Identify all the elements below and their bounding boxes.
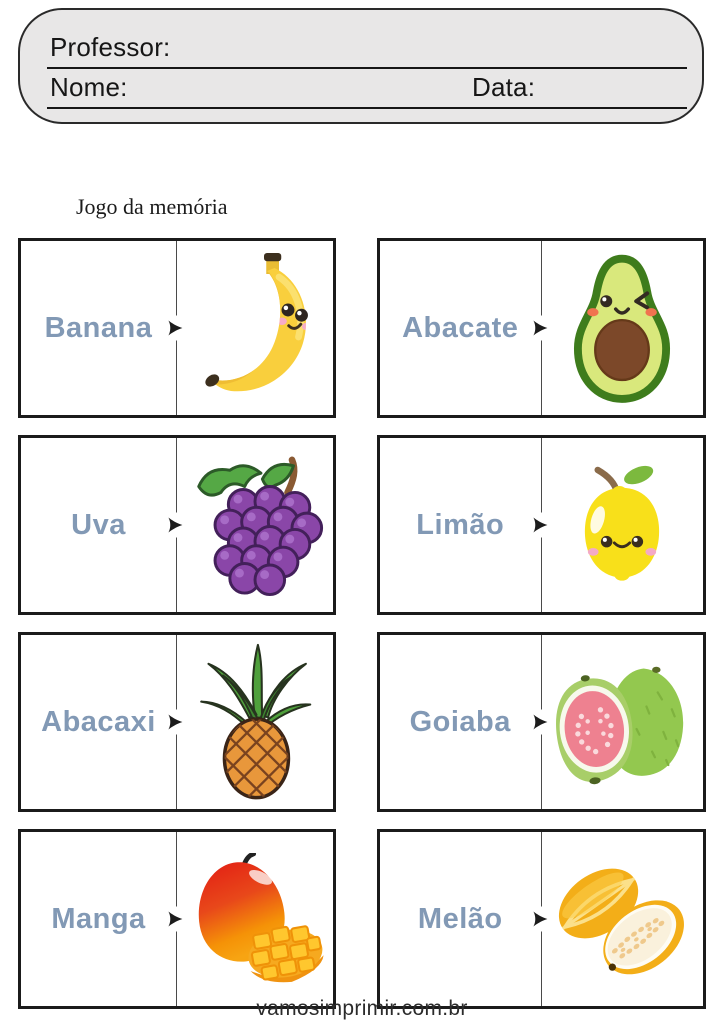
card-word: Manga: [51, 902, 146, 935]
memory-card-abacate: [377, 238, 706, 418]
arrow-right-icon: [165, 513, 185, 538]
arrow-right-icon: [165, 316, 185, 341]
card-word: Limão: [416, 508, 505, 541]
card-word: Abacaxi: [41, 705, 156, 738]
card-word-cell: [21, 241, 177, 415]
card-image-cell: [177, 635, 333, 809]
card-image-cell: [542, 635, 704, 809]
memory-card-limao: [377, 435, 706, 615]
card-word: Uva: [71, 508, 126, 541]
header-name-box: [18, 8, 704, 124]
professor-label: Professor:: [50, 32, 171, 62]
card-image-cell: [542, 241, 704, 415]
memory-card-manga: [18, 829, 336, 1009]
card-word-cell: [21, 438, 177, 612]
card-image-cell: [542, 438, 704, 612]
card-word-cell: [380, 241, 542, 415]
arrow-right-icon: [530, 710, 550, 735]
professor-writing-line: [47, 67, 687, 69]
card-word: Goiaba: [409, 705, 511, 738]
memory-card-goiaba: [377, 632, 706, 812]
melon-icon: [545, 855, 700, 983]
memory-card-abacaxi: [18, 632, 336, 812]
nome-label: Nome:: [50, 72, 128, 102]
card-word: Melão: [417, 902, 503, 935]
card-word-cell: [380, 635, 542, 809]
arrow-right-icon: [530, 513, 550, 538]
pineapple-icon: [196, 642, 314, 802]
memory-cards-grid: [18, 238, 706, 1009]
banana-icon: [198, 252, 312, 404]
arrow-right-icon: [165, 907, 185, 932]
memory-card-melao: [377, 829, 706, 1009]
mango-icon: [179, 853, 331, 986]
website-url: vamosimprimir.com.br: [256, 997, 468, 1020]
nome-data-writing-line: [47, 107, 687, 109]
memory-card-uva: [18, 435, 336, 615]
card-image-cell: [177, 438, 333, 612]
card-word: Banana: [44, 311, 153, 344]
card-image-cell: [177, 241, 333, 415]
arrow-right-icon: [530, 316, 550, 341]
card-image-cell: [542, 832, 704, 1006]
avocado-icon: [559, 249, 685, 407]
arrow-right-icon: [530, 907, 550, 932]
card-word-cell: [380, 438, 542, 612]
guava-icon: [545, 658, 700, 786]
card-word-cell: [21, 635, 177, 809]
data-label: Data:: [472, 72, 536, 102]
page-title: Jogo da memória: [76, 194, 228, 219]
card-word: Abacate: [402, 311, 519, 344]
card-image-cell: [177, 832, 333, 1006]
card-word-cell: [380, 832, 542, 1006]
grapes-icon: [181, 451, 329, 599]
memory-card-banana: [18, 238, 336, 418]
lemon-icon: [558, 454, 686, 596]
arrow-right-icon: [165, 710, 185, 735]
card-word-cell: [21, 832, 177, 1006]
